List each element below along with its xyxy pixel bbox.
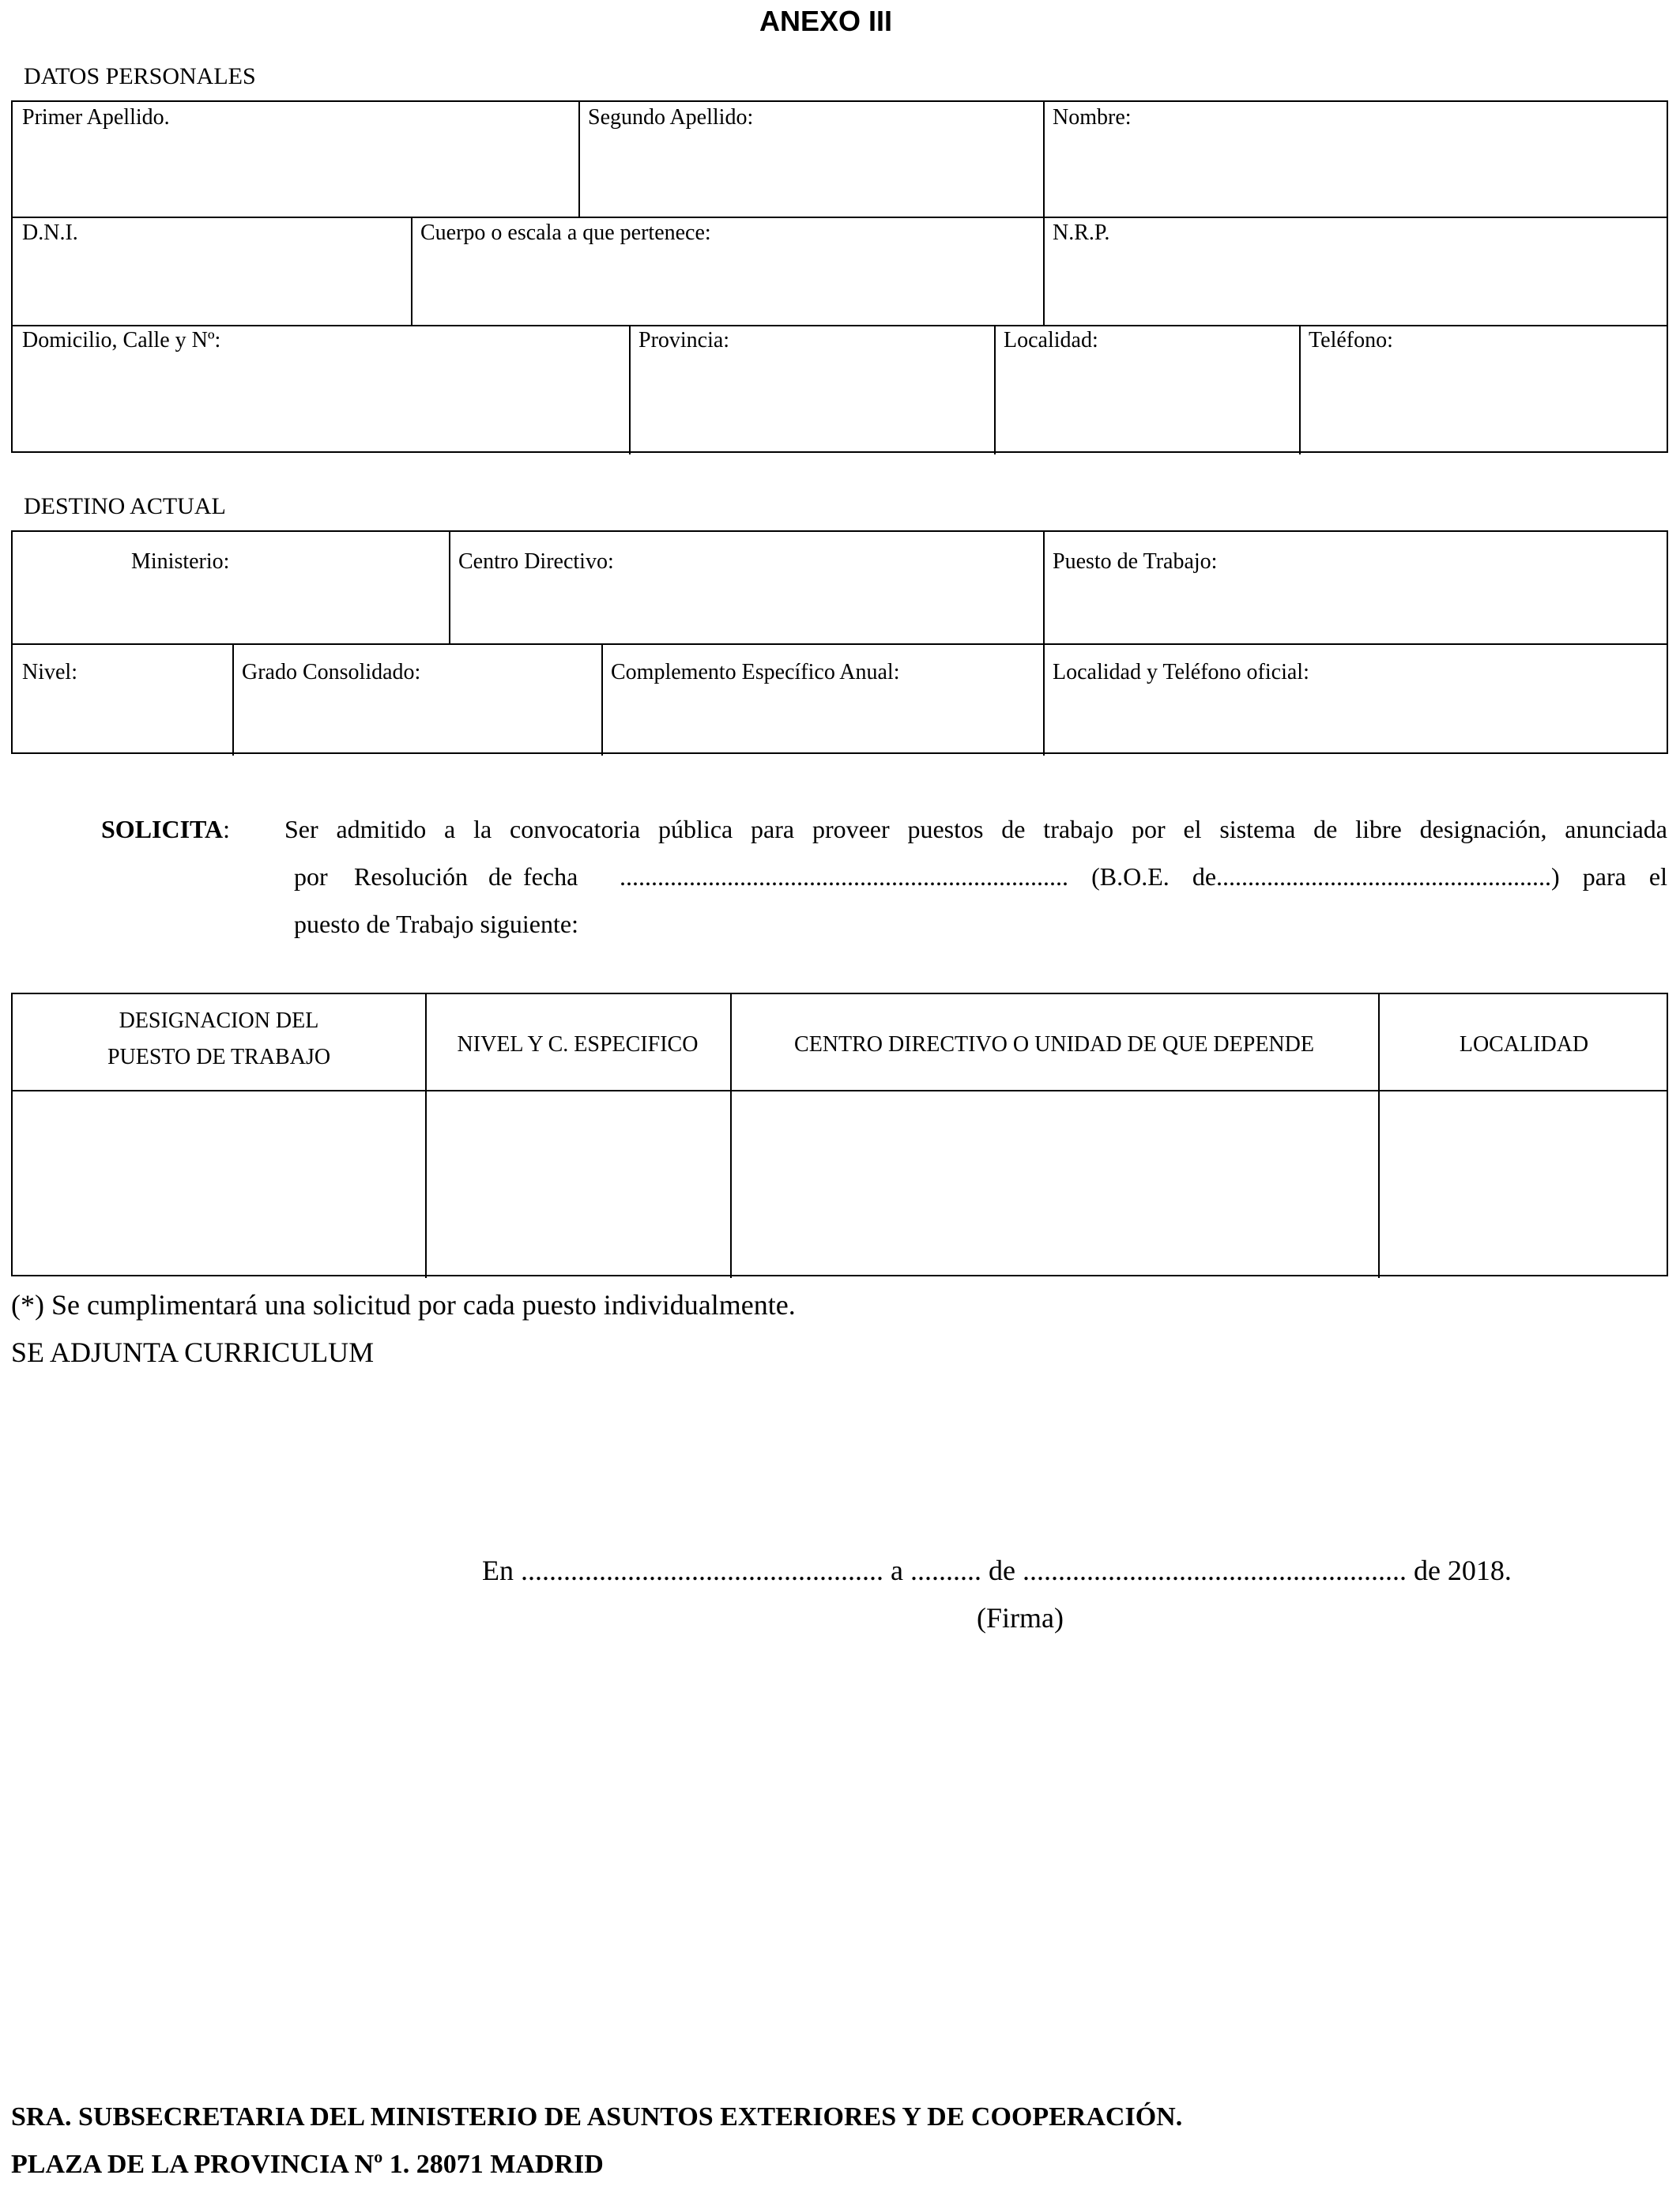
solicita-line-2-rest: ....................................................................... (B.O.E. de.....................................................) para el [620,862,1667,891]
localidad-cell[interactable] [1378,1090,1670,1278]
grado-consolidado-field[interactable]: Grado Consolidado: [242,660,421,684]
destino-actual-box [11,530,1668,754]
complemento-especifico-field[interactable]: Complemento Específico Anual: [611,660,900,684]
primer-apellido-field[interactable]: Primer Apellido. [22,105,170,130]
solicita-line-2-resolucion: Resolución [354,862,468,891]
centro-directivo-field[interactable]: Centro Directivo: [458,549,614,574]
destino-actual-heading: DESTINO ACTUAL [24,493,226,519]
header-localidad: LOCALIDAD [1459,1032,1589,1057]
puesto-table [11,993,1668,1276]
col-divider [232,643,234,756]
solicita-label [101,815,230,844]
note-one-per-puesto: (*) Se cumplimentará una solicitud por cada puesto individualmente. [11,1289,796,1321]
header-centro-directivo: CENTRO DIRECTIVO O UNIDAD DE QUE DEPENDE [794,1032,1314,1057]
note-adjunta-curriculum: SE ADJUNTA CURRICULUM [11,1336,375,1368]
row-divider [13,217,1667,218]
nivel-cell[interactable] [425,1090,730,1278]
localidad-telefono-oficial-field[interactable]: Localidad y Teléfono oficial: [1053,660,1309,684]
footer-addressee: SRA. SUBSECRETARIA DEL MINISTERIO DE ASUNTOS EXTERIORES Y DE COOPERACIÓN. [11,2102,1183,2132]
solicita-line-2-fecha: fecha [523,862,578,891]
datos-personales-heading: DATOS PERSONALES [24,63,256,89]
col-divider [601,643,603,756]
telefono-field[interactable]: Teléfono: [1309,328,1393,352]
domicilio-field[interactable]: Domicilio, Calle y Nº: [22,328,221,352]
segundo-apellido-field[interactable]: Segundo Apellido: [588,105,754,130]
puesto-trabajo-field[interactable]: Puesto de Trabajo: [1053,549,1218,574]
solicita-colon: : [223,815,231,843]
header-designacion-line2: PUESTO DE TRABAJO [107,1045,331,1069]
col-divider [578,102,580,217]
signature-firma: (Firma) [977,1602,1064,1634]
header-nivel: NIVEL Y C. ESPECIFICO [457,1032,699,1057]
header-designacion-line1: DESIGNACION DEL [119,1008,319,1033]
localidad-field[interactable]: Localidad: [1004,328,1098,352]
solicita-line-1: Ser admitido a la convocatoria pública para proveer puestos de trabajo por el sistema de libre designación, anunciada [284,815,1667,843]
solicita-line-2-por: por [294,862,328,891]
designacion-cell[interactable] [13,1090,425,1278]
col-divider [1043,102,1045,217]
solicita-label-text: SOLICITA [101,815,224,843]
row-divider [13,643,1667,645]
col-divider [1043,217,1045,325]
col-divider [1043,532,1045,643]
provincia-field[interactable]: Provincia: [638,328,730,352]
nivel-field[interactable]: Nivel: [22,660,77,684]
ministerio-field[interactable]: Ministerio: [131,549,230,574]
row-divider [13,325,1667,326]
col-divider [449,532,450,643]
col-divider [411,217,412,325]
solicita-line-3: puesto de Trabajo siguiente: [294,910,578,938]
nombre-field[interactable]: Nombre: [1053,105,1132,130]
footer-address: PLAZA DE LA PROVINCIA Nº 1. 28071 MADRID [11,2150,604,2179]
solicita-line-2-de: de [488,862,513,891]
signature-place-date: En ................................................... a .......... de ...................................................... de 2018. [482,1555,1512,1586]
centro-directivo-cell[interactable] [730,1090,1378,1278]
page-title: ANEXO III [759,5,893,37]
nrp-field[interactable]: N.R.P. [1053,221,1110,245]
dni-field[interactable]: D.N.I. [22,221,78,245]
cuerpo-escala-field[interactable]: Cuerpo o escala a que pertenece: [420,221,711,245]
col-divider [994,325,996,454]
col-divider [629,325,631,454]
col-divider [1299,325,1301,454]
datos-personales-box [11,100,1668,453]
col-divider [1043,643,1045,756]
